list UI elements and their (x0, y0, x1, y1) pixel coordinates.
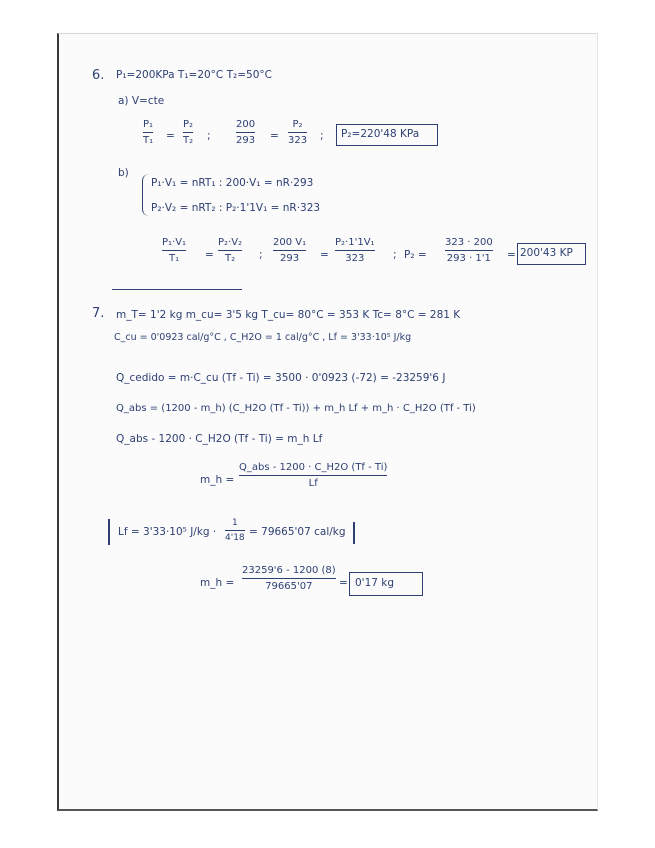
section-divider (112, 289, 242, 290)
problem-6-number: 6. (92, 68, 105, 83)
separator: ; (393, 249, 397, 261)
equation-q-abs-rearranged: Q_abs - 1200 · C_H2O (Tf - Ti) = m_h Lf (116, 433, 323, 445)
fraction-p2-323: P₂ 323 (288, 119, 308, 146)
part-b-label: b) (118, 167, 129, 179)
mh-lhs-2: m_h = (200, 577, 235, 589)
equals-sign: = (320, 249, 329, 261)
notebook-page (57, 33, 598, 811)
equation-q-cedido: Q_cedido = m·C_cu (Tf - Ti) = 3500 · 0'0923 (-72) = -23259'6 J (116, 372, 446, 384)
fraction-p1-t1: P₁ T₁ (143, 119, 154, 146)
fraction-mh-formula: Q_abs - 1200 · C_H2O (Tf - Ti) Lf (239, 462, 388, 489)
fraction-323x200-293x11: 323 · 200 293 · 1'1 (445, 237, 493, 264)
fraction-200-293: 200 293 (236, 119, 256, 146)
fraction-p2-11v1-323: P₂·1'1V₁ 323 (335, 237, 375, 264)
lf-result: = 79665'07 cal/kg (249, 526, 346, 538)
lf-lhs: Lf = 3'33·10⁵ J/kg · (118, 526, 217, 538)
fraction-p2v2-t2: P₂·V₂ T₂ (218, 237, 243, 264)
equation-q-abs: Q_abs = (1200 - m_h) (C_H2O (Tf - Ti)) + m_h Lf + m_h · C_H2O (Tf - Ti) (116, 403, 476, 414)
separator: ; (320, 130, 324, 142)
problem-7-number: 7. (92, 306, 105, 321)
equals-sign: = (270, 130, 279, 142)
fraction-mh-numeric: 23259'6 - 1200 (8) 79665'07 (242, 565, 336, 592)
separator: ; (259, 249, 263, 261)
problem-7-givens-1: m_T= 1'2 kg m_cu= 3'5 kg T_cu= 80°C = 353 K Tc= 8°C = 281 K (116, 309, 461, 321)
equation-state-2: P₂·V₂ = nRT₂ : P₂·1'1V₁ = nR·323 (151, 202, 321, 214)
result-mh: 0'17 kg (355, 577, 395, 589)
mh-lhs: m_h = (200, 474, 235, 486)
equals-sign: = (339, 577, 348, 589)
system-brace (142, 174, 149, 216)
equals-sign: = (205, 249, 214, 261)
fraction-p1v1-t1: P₁·V₁ T₁ (162, 237, 187, 264)
lf-bracket-left (108, 519, 110, 545)
equals-sign: = (166, 130, 175, 142)
lf-bracket-right (353, 522, 355, 544)
fraction-200v1-293: 200 V₁ 293 (273, 237, 307, 264)
fraction-1-over-418: 1 4'18 (225, 518, 245, 543)
result-b: 200'43 KP (520, 247, 573, 259)
separator: ; (207, 130, 211, 142)
equals-sign: = (507, 249, 516, 261)
result-a: P₂=220'48 KPa (341, 128, 420, 140)
part-a-label: a) V=cte (118, 95, 165, 107)
problem-6-givens: P₁=200KPa T₁=20°C T₂=50°C (116, 69, 272, 81)
p2-label: P₂ = (404, 249, 427, 261)
problem-7-givens-2: C_cu = 0'0923 cal/g°C , C_H2O = 1 cal/g°C , Lf = 3'33·10⁵ J/kg (114, 332, 412, 343)
fraction-p2-t2: P₂ T₂ (183, 119, 194, 146)
equation-state-1: P₁·V₁ = nRT₁ : 200·V₁ = nR·293 (151, 177, 314, 189)
